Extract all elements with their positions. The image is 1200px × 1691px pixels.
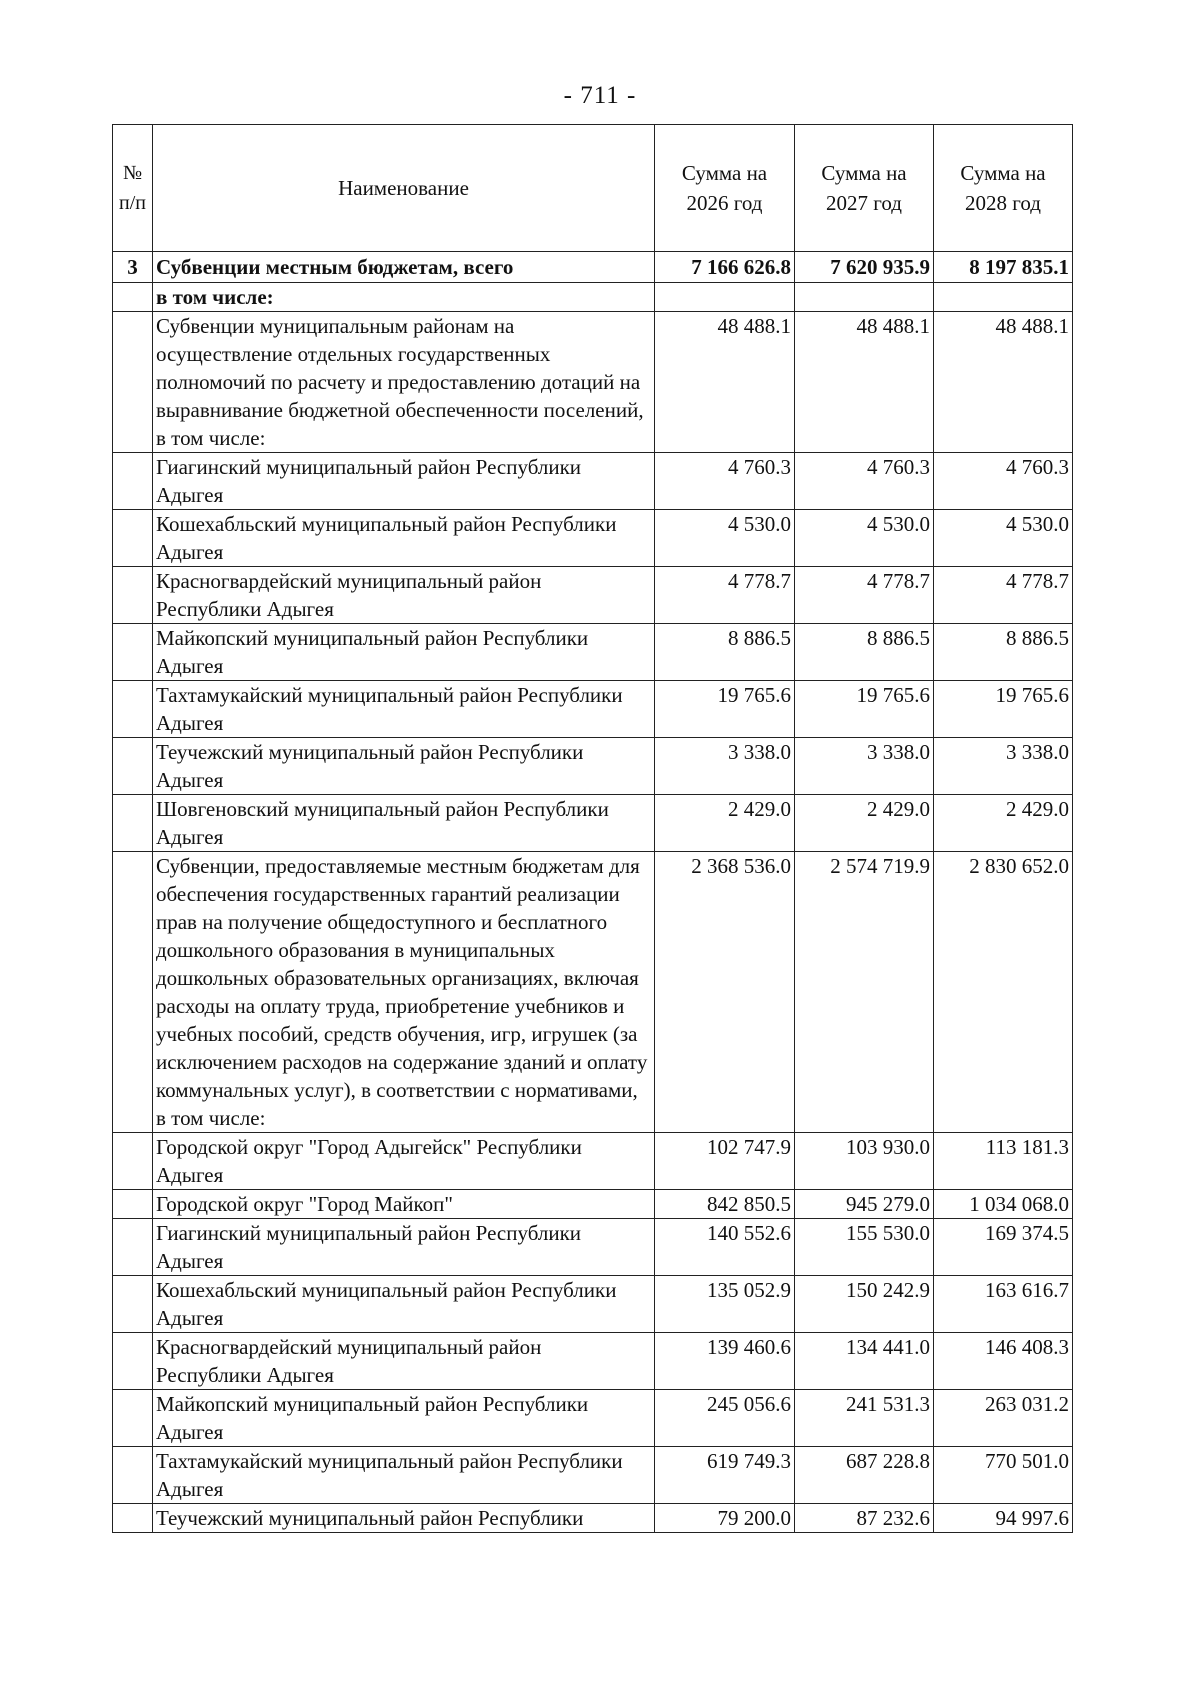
row-amount-2027: 2 574 719.9 — [795, 852, 934, 1133]
row-amount-2026: 2 368 536.0 — [655, 852, 795, 1133]
row-amount-2026: 8 886.5 — [655, 624, 795, 681]
row-amount-2028: 2 429.0 — [934, 795, 1073, 852]
row-amount-2027: 103 930.0 — [795, 1133, 934, 1190]
row-amount-2027 — [795, 283, 934, 312]
row-amount-2028: 48 488.1 — [934, 312, 1073, 453]
row-amount-2027: 945 279.0 — [795, 1190, 934, 1219]
row-amount-2027: 7 620 935.9 — [795, 252, 934, 283]
row-name: Гиагинский муниципальный район Республики Адыгея — [153, 453, 655, 510]
table-row — [113, 1219, 1073, 1276]
row-amount-2028: 3 338.0 — [934, 738, 1073, 795]
row-number — [113, 510, 153, 567]
row-amount-2027: 3 338.0 — [795, 738, 934, 795]
row-name: Субвенции муниципальным районам на осуществление отдельных государственных полномочий по расчету и предоставлению дотаций на выравнивание бюджетной обеспеченности поселений, в том числе: — [153, 312, 655, 453]
row-name: Красногвардейский муниципальный район Республики Адыгея — [153, 567, 655, 624]
row-amount-2028: 94 997.6 — [934, 1504, 1073, 1533]
table-body — [113, 252, 1073, 1533]
header-2027: Сумма на 2027 год — [795, 125, 934, 252]
row-number — [113, 1190, 153, 1219]
row-number — [113, 624, 153, 681]
row-name: Субвенции местным бюджетам, всего — [153, 252, 655, 283]
table-row — [113, 283, 1073, 312]
row-number — [113, 1133, 153, 1190]
row-amount-2028: 1 034 068.0 — [934, 1190, 1073, 1219]
row-name: Городской округ "Город Адыгейск" Республики Адыгея — [153, 1133, 655, 1190]
row-number — [113, 1333, 153, 1390]
row-name: Субвенции, предоставляемые местным бюджетам для обеспечения государственных гарантий реализации прав на получение общедоступного и бесплатного дошкольного образования в муниципальных дошкольных образовательных организациях, включая расходы на оплату труда, приобретение учебников и учебных пособий, средств обучения, игр, игрушек (за исключением расходов на содержание зданий и оплату коммунальных услуг), в соответствии с нормативами, в том числе: — [153, 852, 655, 1133]
table-row — [113, 1504, 1073, 1533]
header-2028: Сумма на 2028 год — [934, 125, 1073, 252]
row-name: Гиагинский муниципальный район Республики Адыгея — [153, 1219, 655, 1276]
table-row — [113, 510, 1073, 567]
row-number — [113, 1276, 153, 1333]
row-amount-2027: 4 530.0 — [795, 510, 934, 567]
row-name: Майкопский муниципальный район Республики Адыгея — [153, 624, 655, 681]
row-amount-2026: 4 778.7 — [655, 567, 795, 624]
row-amount-2028 — [934, 283, 1073, 312]
row-amount-2028: 4 760.3 — [934, 453, 1073, 510]
row-amount-2027: 8 886.5 — [795, 624, 934, 681]
row-amount-2028: 4 530.0 — [934, 510, 1073, 567]
row-amount-2027: 87 232.6 — [795, 1504, 934, 1533]
row-amount-2026: 140 552.6 — [655, 1219, 795, 1276]
row-number — [113, 283, 153, 312]
row-amount-2026: 102 747.9 — [655, 1133, 795, 1190]
row-amount-2028: 169 374.5 — [934, 1219, 1073, 1276]
row-number — [113, 1504, 153, 1533]
table-row — [113, 1333, 1073, 1390]
row-amount-2026: 79 200.0 — [655, 1504, 795, 1533]
row-number — [113, 1390, 153, 1447]
table-row — [113, 1390, 1073, 1447]
row-name: Городской округ "Город Майкоп" — [153, 1190, 655, 1219]
table-row — [113, 312, 1073, 453]
row-amount-2028: 770 501.0 — [934, 1447, 1073, 1504]
row-amount-2026: 135 052.9 — [655, 1276, 795, 1333]
row-amount-2028: 4 778.7 — [934, 567, 1073, 624]
row-amount-2028: 2 830 652.0 — [934, 852, 1073, 1133]
row-name: Красногвардейский муниципальный район Республики Адыгея — [153, 1333, 655, 1390]
row-amount-2028: 146 408.3 — [934, 1333, 1073, 1390]
row-amount-2026: 3 338.0 — [655, 738, 795, 795]
row-number — [113, 852, 153, 1133]
row-amount-2027: 134 441.0 — [795, 1333, 934, 1390]
row-amount-2028: 8 886.5 — [934, 624, 1073, 681]
header-name: Наименование — [153, 125, 655, 252]
row-number — [113, 1219, 153, 1276]
row-amount-2027: 150 242.9 — [795, 1276, 934, 1333]
table-row — [113, 1276, 1073, 1333]
row-amount-2026: 2 429.0 — [655, 795, 795, 852]
row-amount-2027: 2 429.0 — [795, 795, 934, 852]
row-name: Тахтамукайский муниципальный район Республики Адыгея — [153, 1447, 655, 1504]
row-name: Кошехабльский муниципальный район Республики Адыгея — [153, 510, 655, 567]
row-name: Теучежский муниципальный район Республики — [153, 1504, 655, 1533]
row-number — [113, 738, 153, 795]
row-amount-2028: 163 616.7 — [934, 1276, 1073, 1333]
row-amount-2027: 241 531.3 — [795, 1390, 934, 1447]
table-row — [113, 252, 1073, 283]
row-amount-2028: 263 031.2 — [934, 1390, 1073, 1447]
table-row — [113, 852, 1073, 1133]
row-amount-2027: 19 765.6 — [795, 681, 934, 738]
table-row — [113, 1133, 1073, 1190]
row-amount-2026: 4 530.0 — [655, 510, 795, 567]
table-row — [113, 1190, 1073, 1219]
table-row — [113, 1447, 1073, 1504]
row-amount-2026: 48 488.1 — [655, 312, 795, 453]
table-row — [113, 738, 1073, 795]
row-name: Кошехабльский муниципальный район Республики Адыгея — [153, 1276, 655, 1333]
table-header — [113, 125, 1073, 252]
budget-table — [112, 124, 1073, 1533]
row-number — [113, 1447, 153, 1504]
table-row — [113, 795, 1073, 852]
row-name: Майкопский муниципальный район Республики Адыгея — [153, 1390, 655, 1447]
row-amount-2026: 7 166 626.8 — [655, 252, 795, 283]
row-number: 3 — [113, 252, 153, 283]
row-amount-2026: 842 850.5 — [655, 1190, 795, 1219]
row-number — [113, 567, 153, 624]
row-name: Шовгеновский муниципальный район Республики Адыгея — [153, 795, 655, 852]
row-amount-2028: 19 765.6 — [934, 681, 1073, 738]
row-amount-2026: 139 460.6 — [655, 1333, 795, 1390]
row-name: в том числе: — [153, 283, 655, 312]
row-name: Теучежский муниципальный район Республики Адыгея — [153, 738, 655, 795]
row-amount-2026: 245 056.6 — [655, 1390, 795, 1447]
header-2026: Сумма на 2026 год — [655, 125, 795, 252]
table-row — [113, 453, 1073, 510]
row-amount-2027: 687 228.8 — [795, 1447, 934, 1504]
row-amount-2026: 19 765.6 — [655, 681, 795, 738]
page-number: - 711 - — [563, 82, 637, 109]
row-amount-2026: 619 749.3 — [655, 1447, 795, 1504]
row-amount-2028: 113 181.3 — [934, 1133, 1073, 1190]
header-number: № п/п — [113, 125, 153, 252]
row-amount-2026 — [655, 283, 795, 312]
table-row — [113, 681, 1073, 738]
row-amount-2027: 4 778.7 — [795, 567, 934, 624]
table-row — [113, 624, 1073, 681]
row-amount-2027: 4 760.3 — [795, 453, 934, 510]
table-row — [113, 567, 1073, 624]
row-name: Тахтамукайский муниципальный район Республики Адыгея — [153, 681, 655, 738]
row-number — [113, 312, 153, 453]
row-amount-2027: 155 530.0 — [795, 1219, 934, 1276]
row-number — [113, 453, 153, 510]
row-number — [113, 795, 153, 852]
row-number — [113, 681, 153, 738]
row-amount-2027: 48 488.1 — [795, 312, 934, 453]
row-amount-2026: 4 760.3 — [655, 453, 795, 510]
row-amount-2028: 8 197 835.1 — [934, 252, 1073, 283]
